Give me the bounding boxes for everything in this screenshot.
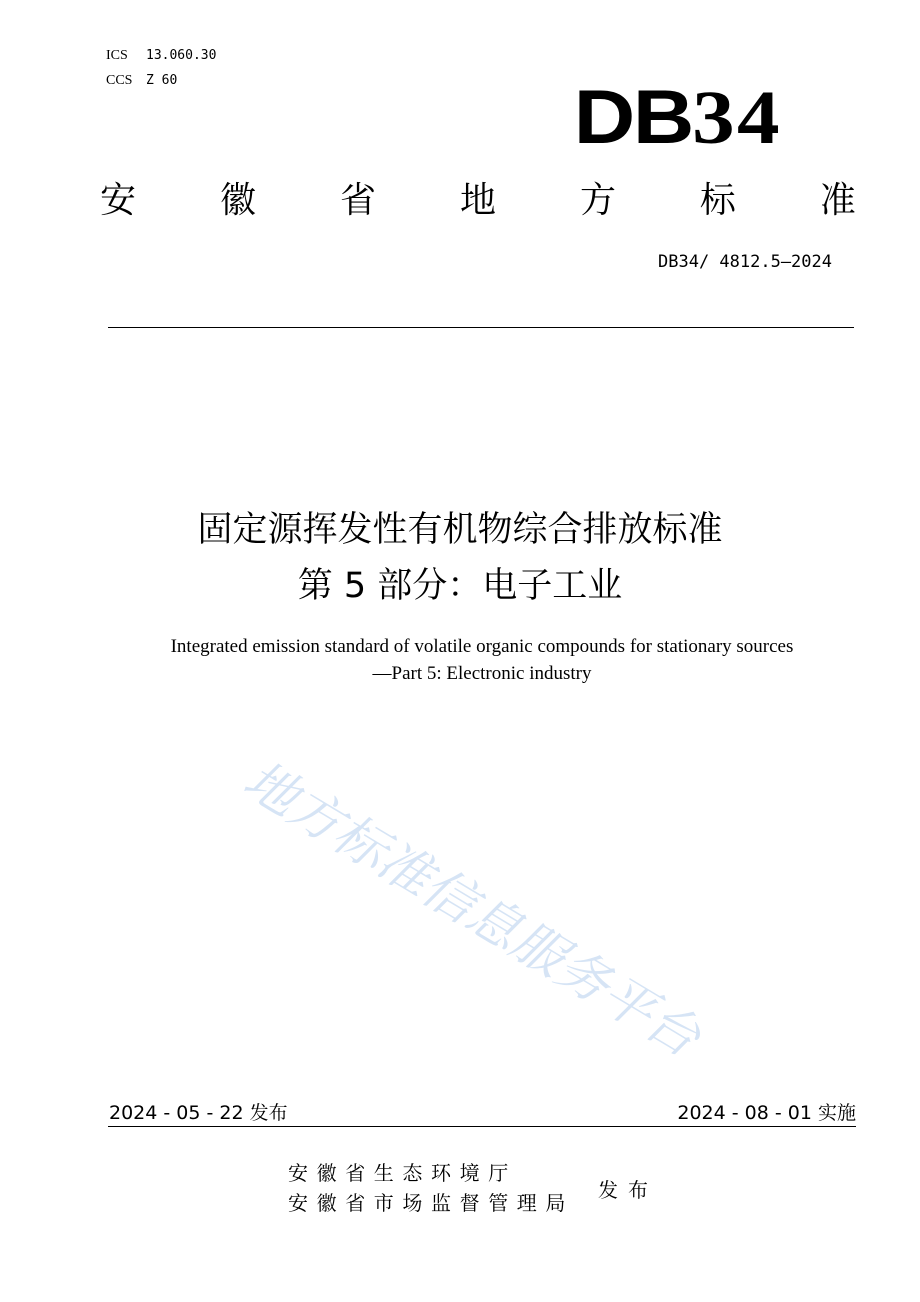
db-logo-prefix: DB: [573, 75, 693, 160]
standard-type-char: 徽: [219, 180, 256, 221]
standard-type-char: 地: [459, 180, 496, 221]
standard-type-char: 方: [579, 180, 616, 221]
publish-label: 发布: [598, 1177, 658, 1202]
db34-logo: [573, 75, 782, 160]
ics-classification: [106, 44, 216, 64]
db-logo-number: 34: [692, 76, 782, 160]
top-divider: [108, 327, 854, 328]
ics-value: 13.060.30: [146, 48, 217, 63]
issuer-list: [288, 1158, 574, 1218]
ccs-classification: [106, 69, 177, 89]
watermark: [230, 750, 790, 1090]
standard-type-char: 省: [339, 180, 376, 221]
issuer-name: 安徽省市场监督管理局: [288, 1191, 574, 1215]
implementation-date: 2024 - 08 - 01 实施: [677, 1102, 856, 1124]
standard-type-heading: [100, 176, 856, 226]
standard-type-char: 标: [699, 180, 736, 221]
title-en-line1: Integrated emission standard of volatile organic compounds for stationary sources: [170, 636, 794, 657]
watermark-text: 地方标准信息服务平台: [233, 750, 710, 1069]
issue-date: 2024 - 05 - 22 发布: [109, 1102, 288, 1124]
title-cn-line2: 第 5 部分：电子工业: [297, 566, 623, 606]
standard-type-char: 准: [819, 180, 856, 221]
bottom-divider: [108, 1126, 856, 1127]
issuer-block: [288, 1158, 658, 1218]
ics-label: ICS: [106, 48, 128, 63]
ccs-value: Z 60: [146, 73, 178, 88]
title-en-line2: —Part 5: Electronic industry: [372, 663, 592, 684]
standard-type-char: 安: [100, 180, 137, 221]
issuer-name: 安徽省生态环境厅: [288, 1161, 517, 1185]
standard-code: DB34/ 4812.5—2024: [658, 252, 832, 272]
ccs-label: CCS: [106, 73, 133, 88]
title-cn-line1: 固定源挥发性有机物综合排放标准: [197, 510, 723, 550]
